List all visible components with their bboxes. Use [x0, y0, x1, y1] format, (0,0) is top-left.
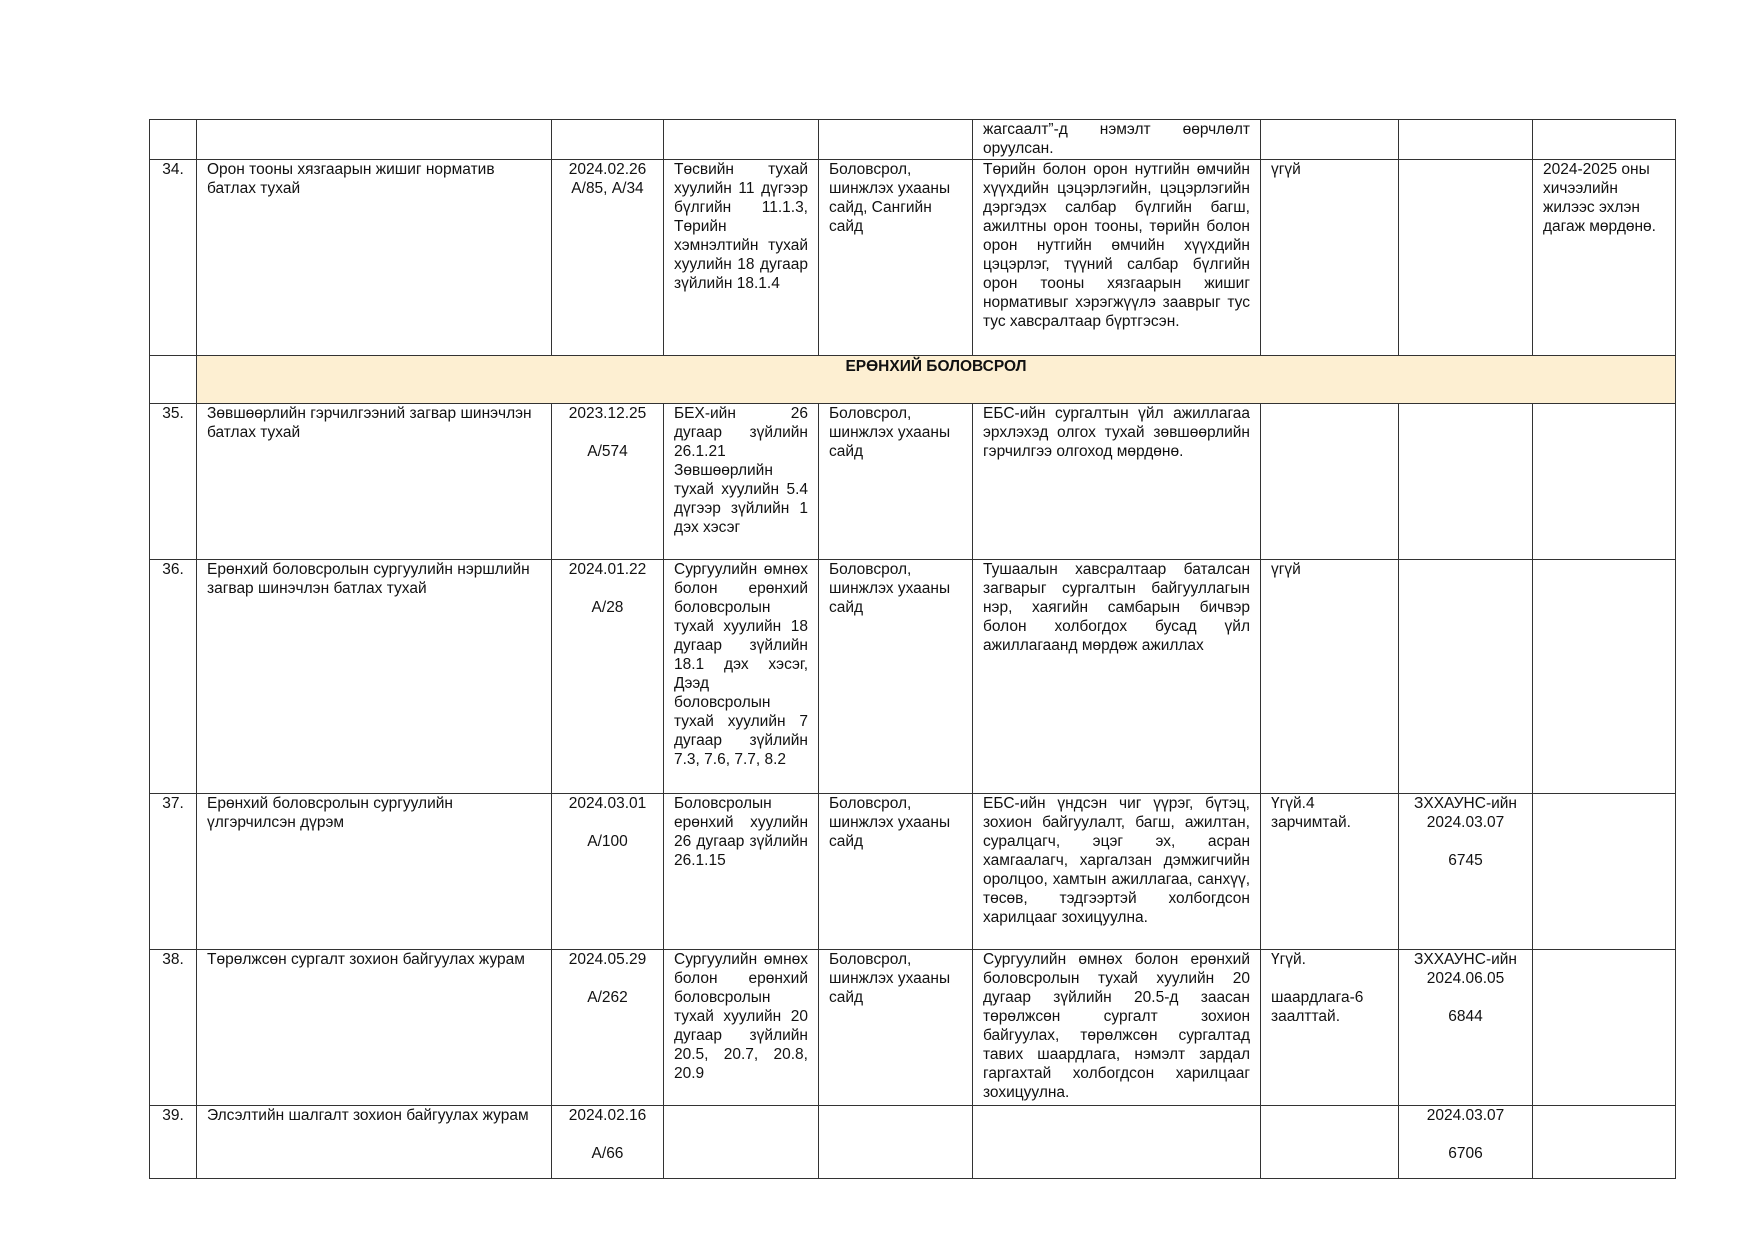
cell-fee: үгүй	[1261, 160, 1399, 356]
cell-registry	[1399, 120, 1533, 160]
cell-legal-basis: БЕХ-ийн 26 дугаар зүйлийн 26.1.21 Зөвшөөрлийн тухай хуулийн 5.4 дүгээр зүйлийн 1 дэх хэсэг	[664, 404, 819, 560]
cell-date	[552, 1106, 664, 1179]
cell-no	[150, 356, 197, 404]
cell-fee	[1261, 1106, 1399, 1179]
cell-issuer: Боловсрол, шинжлэх ухааны сайд	[819, 950, 973, 1106]
table-row	[150, 1106, 1676, 1179]
order-date: 2023.12.25	[568, 405, 647, 422]
order-number: А/100	[587, 833, 628, 850]
cell-registry	[1399, 1106, 1533, 1179]
cell-legal-basis: Сургуулийн өмнөх болон ерөнхий боловсролын тухай хуулийн 20 дугаар зүйлийн 20.5, 20.7, 20.8, 20.9	[664, 950, 819, 1106]
cell-legal-basis	[664, 1106, 819, 1179]
table-row	[150, 794, 1676, 950]
cell-no: 37.	[150, 794, 197, 950]
cell-note	[1533, 560, 1676, 794]
cell-issuer	[819, 1106, 973, 1179]
fee-extra: шаардлага-6 заалттай.	[1271, 989, 1364, 1025]
cell-title: Зөвшөөрлийн гэрчилгээний загвар шинэчлэн батлах тухай	[197, 404, 552, 560]
cell-date	[552, 160, 664, 356]
order-number: А/262	[587, 989, 628, 1006]
cell-title: Элсэлтийн шалгалт зохион байгуулах журам	[197, 1106, 552, 1179]
regulations-table	[149, 119, 1676, 1179]
cell-date	[552, 120, 664, 160]
order-date: 2024.02.16	[568, 1107, 647, 1124]
cell-title: Төрөлжсөн сургалт зохион байгуулах журам	[197, 950, 552, 1106]
cell-implementation: Төрийн болон орон нутгийн өмчийн хүүхдийн цэцэрлэгийн, цэцэрлэгийн дэргэдэх салбар бүлгийн багш, ажилтны орон тооны, төрийн болон орон нутгийн өмчийн хүүхдийн цэцэрлэг, түүний салбар бүлгийн орон тооны хязгаарын жишиг нормативыг хэрэгжүүлэ зааврыг тус тус хавсралтаар бүртгэсэн.	[973, 160, 1261, 356]
cell-registry	[1399, 794, 1533, 950]
cell-legal-basis: Төсвийн тухай хуулийн 11 дүгээр бүлгийн 11.1.3, Төрийн хэмнэлтийн тухай хуулийн 18 дугаар зүйлийн 18.1.4	[664, 160, 819, 356]
cell-implementation: ЕБС-ийн үндсэн чиг үүрэг, бүтэц, зохион байгуулалт, багш, ажилтан, суралцагч, эцэг эх, асран хамгаалагч, харгалзан дэмжигчийн оролцоо, хамтын ажиллагаа, санхүү, төсөв, тэдгээртэй холбогдсон харилцааг зохицуулна.	[973, 794, 1261, 950]
cell-legal-basis: Боловсролын ерөнхий хуулийн 26 дугаар зүйлийн 26.1.15	[664, 794, 819, 950]
cell-note	[1533, 120, 1676, 160]
cell-no: 39.	[150, 1106, 197, 1179]
cell-fee: Үгүй.4 зарчимтай.	[1261, 794, 1399, 950]
order-date: 2024.05.29	[568, 951, 647, 968]
cell-implementation: Сургуулийн өмнөх болон ерөнхий боловсролын тухай хуулийн 20 дугаар зүйлийн 20.5-д заасан төрөлжсөн сургалт зохион байгуулах, төрөлжсөн сургалтад тавих шаардлага, нэмэлт зардал гаргахтай холбогдсон харилцааг зохицуулна.	[973, 950, 1261, 1106]
registry-date: 2024.03.07	[1426, 1107, 1505, 1124]
registry-date: ЗХХАУНС-ийн 2024.03.07	[1414, 795, 1517, 831]
cell-no: 38.	[150, 950, 197, 1106]
cell-date	[552, 404, 664, 560]
cell-implementation	[973, 1106, 1261, 1179]
order-number: А/66	[591, 1145, 624, 1162]
cell-date	[552, 950, 664, 1106]
cell-date	[552, 560, 664, 794]
registry-date: ЗХХАУНС-ийн 2024.06.05	[1414, 951, 1517, 987]
order-number: А/574	[587, 443, 628, 460]
cell-title: Ерөнхий боловсролын сургуулийн нэршлийн загвар шинэчлэн батлах тухай	[197, 560, 552, 794]
table-row	[150, 404, 1676, 560]
cell-issuer: Боловсрол, шинжлэх ухааны сайд, Сангийн сайд	[819, 160, 973, 356]
cell-title	[197, 120, 552, 160]
cell-note	[1533, 404, 1676, 560]
cell-registry	[1399, 404, 1533, 560]
cell-registry	[1399, 160, 1533, 356]
cell-fee	[1261, 120, 1399, 160]
registry-number: 6706	[1448, 1145, 1483, 1162]
cell-note	[1533, 794, 1676, 950]
cell-implementation: жагсаалт”-д нэмэлт өөрчлөлт оруулсан.	[973, 120, 1261, 160]
cell-note	[1533, 950, 1676, 1106]
cell-no	[150, 120, 197, 160]
order-date: 2024.01.22	[568, 561, 647, 578]
section-title-general-education: ЕРӨНХИЙ БОЛОВСРОЛ	[197, 356, 1676, 404]
table-row	[150, 950, 1676, 1106]
cell-no: 36.	[150, 560, 197, 794]
cell-registry	[1399, 950, 1533, 1106]
order-date: 2024.03.01	[568, 795, 647, 812]
cell-no: 34.	[150, 160, 197, 356]
table-row-continuation	[150, 120, 1676, 160]
cell-issuer: Боловсрол, шинжлэх ухааны сайд	[819, 404, 973, 560]
cell-registry	[1399, 560, 1533, 794]
order-number: А/28	[591, 599, 624, 616]
cell-fee	[1261, 950, 1399, 1106]
cell-note	[1533, 1106, 1676, 1179]
cell-legal-basis	[664, 120, 819, 160]
cell-implementation: Тушаалын хавсралтаар баталсан загварыг сургалтын байгууллагын нэр, хаягийн самбарын бичвэр болон холбогдох бусад үйл ажиллагаанд мөрдөж ажиллах	[973, 560, 1261, 794]
registry-number: 6745	[1448, 852, 1483, 869]
order-date: 2024.02.26	[568, 161, 647, 178]
section-row	[150, 356, 1676, 404]
cell-fee	[1261, 404, 1399, 560]
table-row	[150, 160, 1676, 356]
cell-implementation: ЕБС-ийн сургалтын үйл ажиллагаа эрхлэхэд олгох тухай зөвшөөрлийн гэрчилгээ олгоход мөрдөнө.	[973, 404, 1261, 560]
cell-title: Орон тооны хязгаарын жишиг норматив батлах тухай	[197, 160, 552, 356]
cell-issuer	[819, 120, 973, 160]
cell-no: 35.	[150, 404, 197, 560]
table-row	[150, 560, 1676, 794]
order-number: А/85, А/34	[571, 180, 644, 197]
cell-date	[552, 794, 664, 950]
cell-title: Ерөнхий боловсролын сургуулийн үлгэрчилсэн дүрэм	[197, 794, 552, 950]
cell-issuer: Боловсрол, шинжлэх ухааны сайд	[819, 794, 973, 950]
cell-issuer: Боловсрол, шинжлэх ухааны сайд	[819, 560, 973, 794]
cell-fee: үгүй	[1261, 560, 1399, 794]
registry-number: 6844	[1448, 1008, 1483, 1025]
cell-legal-basis: Сургуулийн өмнөх болон ерөнхий боловсролын тухай хуулийн 18 дугаар зүйлийн 18.1 дэх хэсэг, Дээд боловсролын тухай хуулийн 7 дугаар зүйлийн 7.3, 7.6, 7.7, 8.2	[664, 560, 819, 794]
fee-value: Үгүй.	[1271, 951, 1306, 968]
cell-note: 2024-2025 оны хичээлийн жилээс эхлэн дагаж мөрдөнө.	[1533, 160, 1676, 356]
